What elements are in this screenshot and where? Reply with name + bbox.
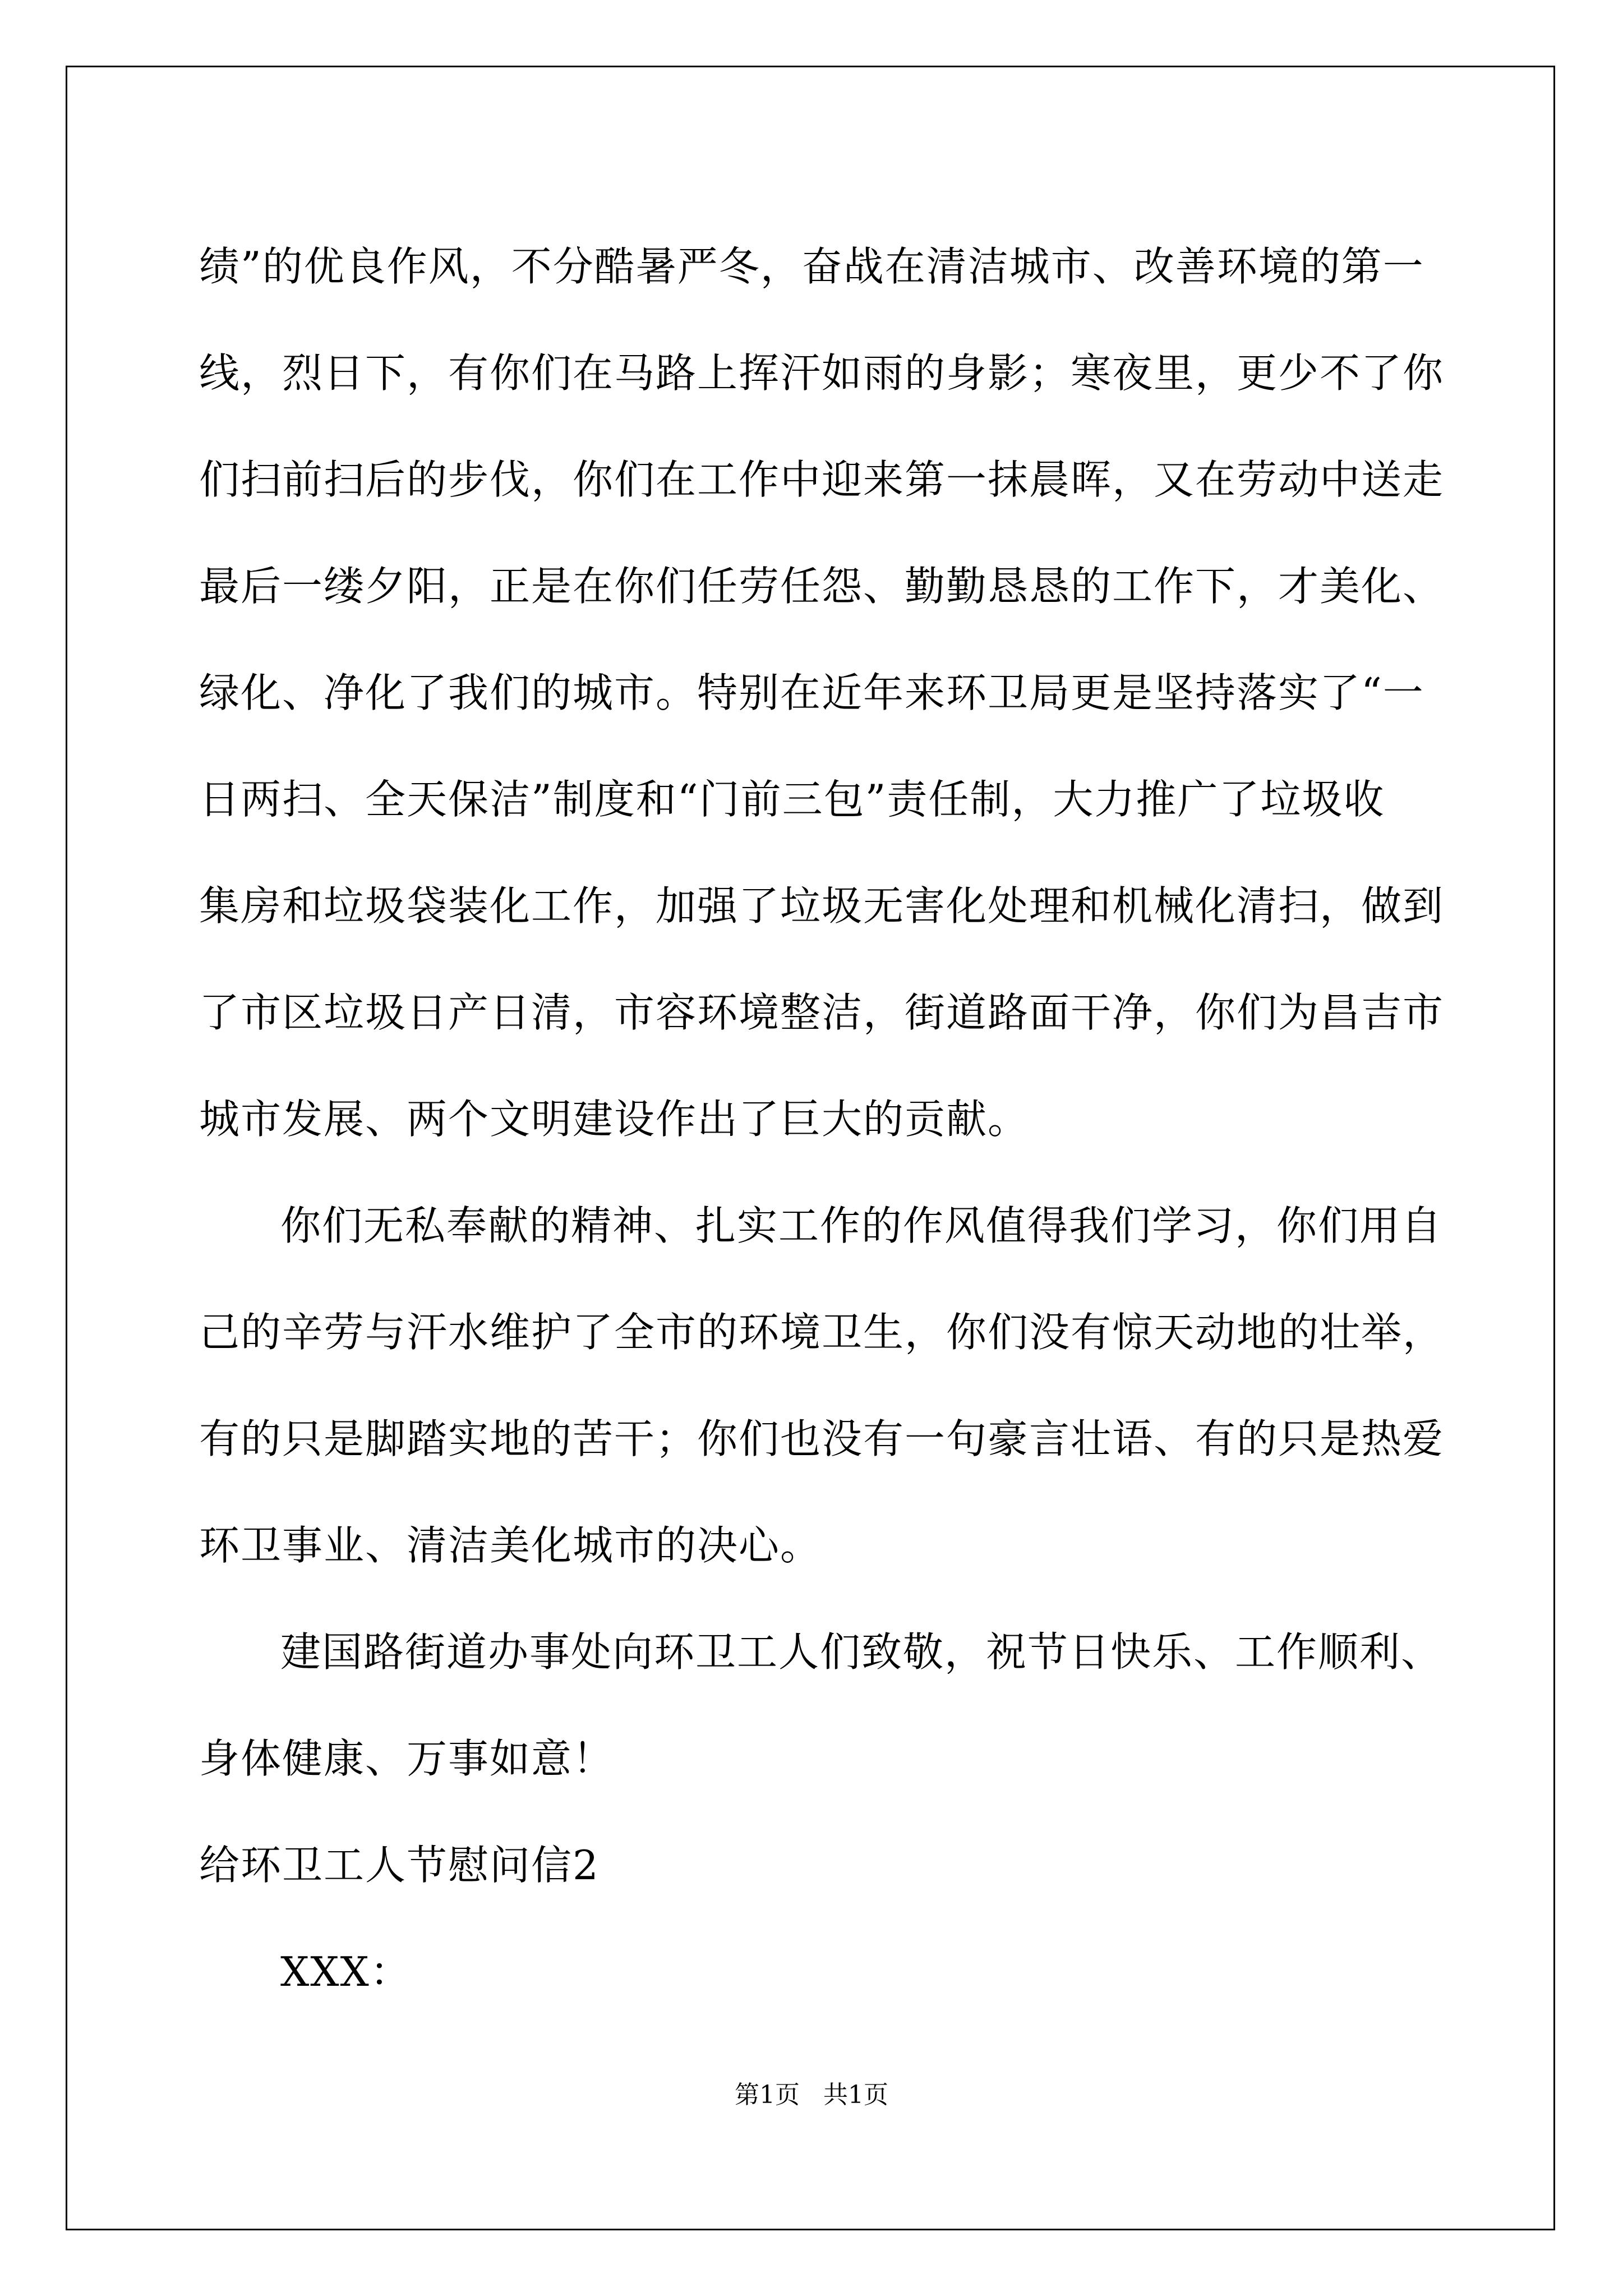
page-footer: 第1页 共1页 <box>735 2081 888 2109</box>
text-line: 日两扫、全天保洁”制度和“门前三包”责任制，大力推广了垃圾收 <box>199 776 1385 823</box>
text-line: 绿化、净化了我们的城市。特别在近年来环卫局更是坚持落实了“一 <box>199 669 1424 716</box>
section-title: 给环卫工人节慰问信2 <box>199 1842 600 1889</box>
paragraph-start-line: 你们无私奉献的精神、扎实工作的作风值得我们学习，你们用自 <box>280 1202 1443 1249</box>
text-line: 己的辛劳与汗水维护了全市的环境卫生，你们没有惊天动地的壮举， <box>199 1309 1445 1356</box>
text-line: 环卫事业、清洁美化城市的决心。 <box>199 1522 822 1569</box>
salutation: XXX： <box>280 1948 412 1995</box>
text-line: 身体健康、万事如意！ <box>199 1735 615 1782</box>
text-line: 线，烈日下，有你们在马路上挥汗如雨的身影；寒夜里，更少不了你 <box>199 349 1445 397</box>
text-line: 绩”的优良作风，不分酷暑严冬，奋战在清洁城市、改善环境的第一 <box>199 243 1424 290</box>
text-line: 最后一缕夕阳，正是在你们任劳任怨、勤勤恳恳的工作下，才美化、 <box>199 563 1445 610</box>
paragraph-start-line: 建国路街道办事处向环卫工人们致敬，祝节日快乐、工作顺利、 <box>280 1628 1443 1676</box>
text-line: 有的只是脚踏实地的苦干；你们也没有一句豪言壮语、有的只是热爱 <box>199 1415 1445 1462</box>
text-line: 们扫前扫后的步伐，你们在工作中迎来第一抹晨晖，又在劳动中送走 <box>199 456 1445 503</box>
text-line: 集房和垃圾袋装化工作，加强了垃圾无害化处理和机械化清扫，做到 <box>199 882 1445 930</box>
text-line: 城市发展、两个文明建设作出了巨大的贡献。 <box>199 1096 1030 1143</box>
document-body <box>199 213 1445 2025</box>
text-line: 了市区垃圾日产日清，市容环境整洁，街道路面干净，你们为昌吉市 <box>199 989 1445 1036</box>
